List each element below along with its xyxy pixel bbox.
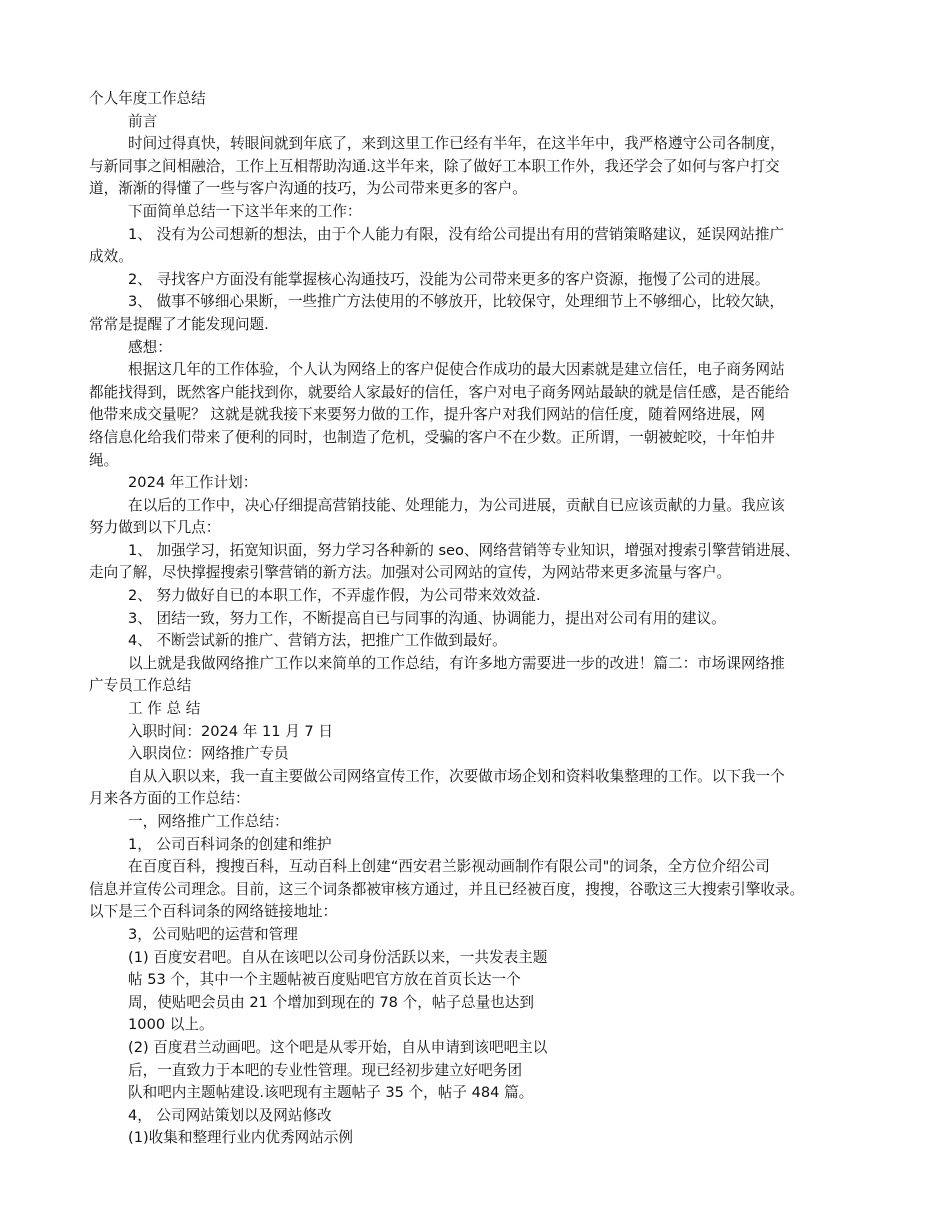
text-line: 4， 公司网站策划以及网站修改 — [128, 1106, 332, 1124]
text-line: 在以后的工作中，决心仔细提高营销技能、处理能力，为公司进展，贡献自已应该贡献的力量。我应该 — [128, 496, 785, 514]
text-line: 队和吧内主题帖建设.该吧现有主题帖子 35 个，帖子 484 篇。 — [128, 1084, 534, 1102]
text-line: 下面简单总结一下这半年来的工作： — [128, 202, 362, 220]
text-line: 3，公司贴吧的运营和管理 — [128, 925, 298, 943]
text-line: 都能找得到，既然客户能找到你，就要给人家最好的信任，客户对电子商务网站最缺的就是信任感，是否能给 — [89, 383, 790, 401]
text-line: 成效。 — [89, 248, 133, 266]
text-line: 1000 以上。 — [128, 1016, 214, 1034]
text-line: 一，网络推广工作总结： — [128, 813, 289, 830]
text-line: 2、 努力做好自已的本职工作，不弄虚作假，为公司带来效效益. — [128, 587, 541, 605]
text-line: 帖 53 个，其中一个主题帖被百度贴吧官方放在首页长达一个 — [128, 971, 521, 989]
text-line: 他带来成交量呢？ 这就是就我接下来要努力做的工作，提升客户对我们网站的信任度，随着网络进展，网 — [89, 406, 765, 424]
text-line: 感想： — [128, 338, 172, 356]
text-line: 3、 做事不够细心果断，一些推广方法使用的不够放开，比较保守，处理细节上不够细心，比较欠缺， — [128, 293, 785, 311]
text-line: 3、 团结一致，努力工作，不断提高自已与同事的沟通、协调能力，提出对公司有用的建议。 — [128, 609, 726, 627]
text-line: 自从入职以来，我一直主要做公司网络宣传工作，次要做市场企划和资料收集整理的工作。以下我一个 — [128, 767, 785, 785]
text-line: 绳。 — [89, 451, 119, 469]
text-line: 4、 不断尝试新的推广、营销方法，把推广工作做到最好。 — [128, 632, 507, 650]
text-line: 后，一直致力于本吧的专业性管理。现已经初步建立好吧务团 — [128, 1061, 523, 1079]
text-line: 与新同事之间相融洽，工作上互相帮助沟通.这半年来，除了做好工本职工作外，我还学会了如何与客户打交 — [89, 157, 780, 175]
text-line: (1)收集和整理行业内优秀网站示例 — [128, 1129, 353, 1147]
text-line: 努力做到以下几点： — [89, 519, 221, 537]
text-line: 在百度百科，搜搜百科，互动百科上创建“西安君兰影视动画制作有限公司"的词条，全方位介绍公司 — [128, 858, 770, 876]
text-line: 周，使贴吧会员由 21 个增加到现在的 78 个，帖子总量也达到 — [128, 993, 534, 1011]
text-line: 入职岗位：网络推广专员 — [128, 745, 289, 763]
text-line: 根据这几年的工作体验，个人认为网络上的客户促使合作成功的最大因素就是建立信任，电子商务网站 — [128, 361, 785, 379]
text-line: 道，渐渐的得懂了一些与客户沟通的技巧，为公司带来更多的客户。 — [89, 180, 527, 198]
text-line: 时间过得真快，转眼间就到年底了，来到这里工作已经有半年，在这半年中，我严格遵守公司各制度， — [128, 135, 785, 153]
text-line: 常常是提醒了才能发现问题. — [89, 315, 269, 333]
text-line: 入职时间：2024 年 11 月 7 日 — [128, 722, 333, 740]
document-title: 个人年度工作总结 — [89, 90, 206, 107]
text-line: 2024 年工作计划： — [128, 474, 258, 492]
text-line: 广专员工作总结 — [89, 677, 192, 695]
text-line: 前言 — [128, 112, 158, 130]
text-line: 1、 加强学习，拓宽知识面，努力学习各种新的 seo、网络营销等专业知识，增强对搜索引擎营销进展、 — [128, 541, 800, 559]
text-line: 络信息化给我们带来了便利的同时，也制造了危机，受骗的客户不在少数。正所谓，一朝被蛇咬，十年怕井 — [89, 428, 775, 446]
text-line: 以上就是我做网络推广工作以来简单的工作总结，有许多地方需要进一步的改进！篇二：市场课网络推 — [128, 654, 785, 672]
text-line: 信息并宣传公司理念。目前，这三个词条都被审核方通过，并且已经被百度，搜搜，谷歌这三大搜索引擎收录。 — [89, 880, 805, 898]
text-line: (1) 百度安君吧。自从在该吧以公司身份活跃以来，一共发表主题 — [128, 948, 548, 966]
text-line: 1， 公司百科词条的创建和维护 — [128, 835, 332, 853]
document-body — [89, 88, 870, 1150]
text-line: 2、 寻找客户方面没有能掌握核心沟通技巧，没能为公司带来更多的客户资源，拖慢了公司的进展。 — [128, 270, 770, 288]
text-line: 走向了解，尽快撑握搜索引擎营销的新方法。加强对公司网站的宣传，为网站带来更多流量与客户。 — [89, 564, 732, 582]
text-line: 月来各方面的工作总结： — [89, 790, 250, 808]
text-line: (2) 百度君兰动画吧。这个吧是从零开始，自从申请到该吧吧主以 — [128, 1038, 548, 1056]
text-line: 以下是三个百科词条的网络链接地址： — [89, 903, 338, 921]
text-line: 工 作 总 结 — [128, 700, 201, 718]
text-line: 1、 没有为公司想新的想法，由于个人能力有限，没有给公司提出有用的营销策略建议，延误网站推广 — [128, 225, 785, 243]
